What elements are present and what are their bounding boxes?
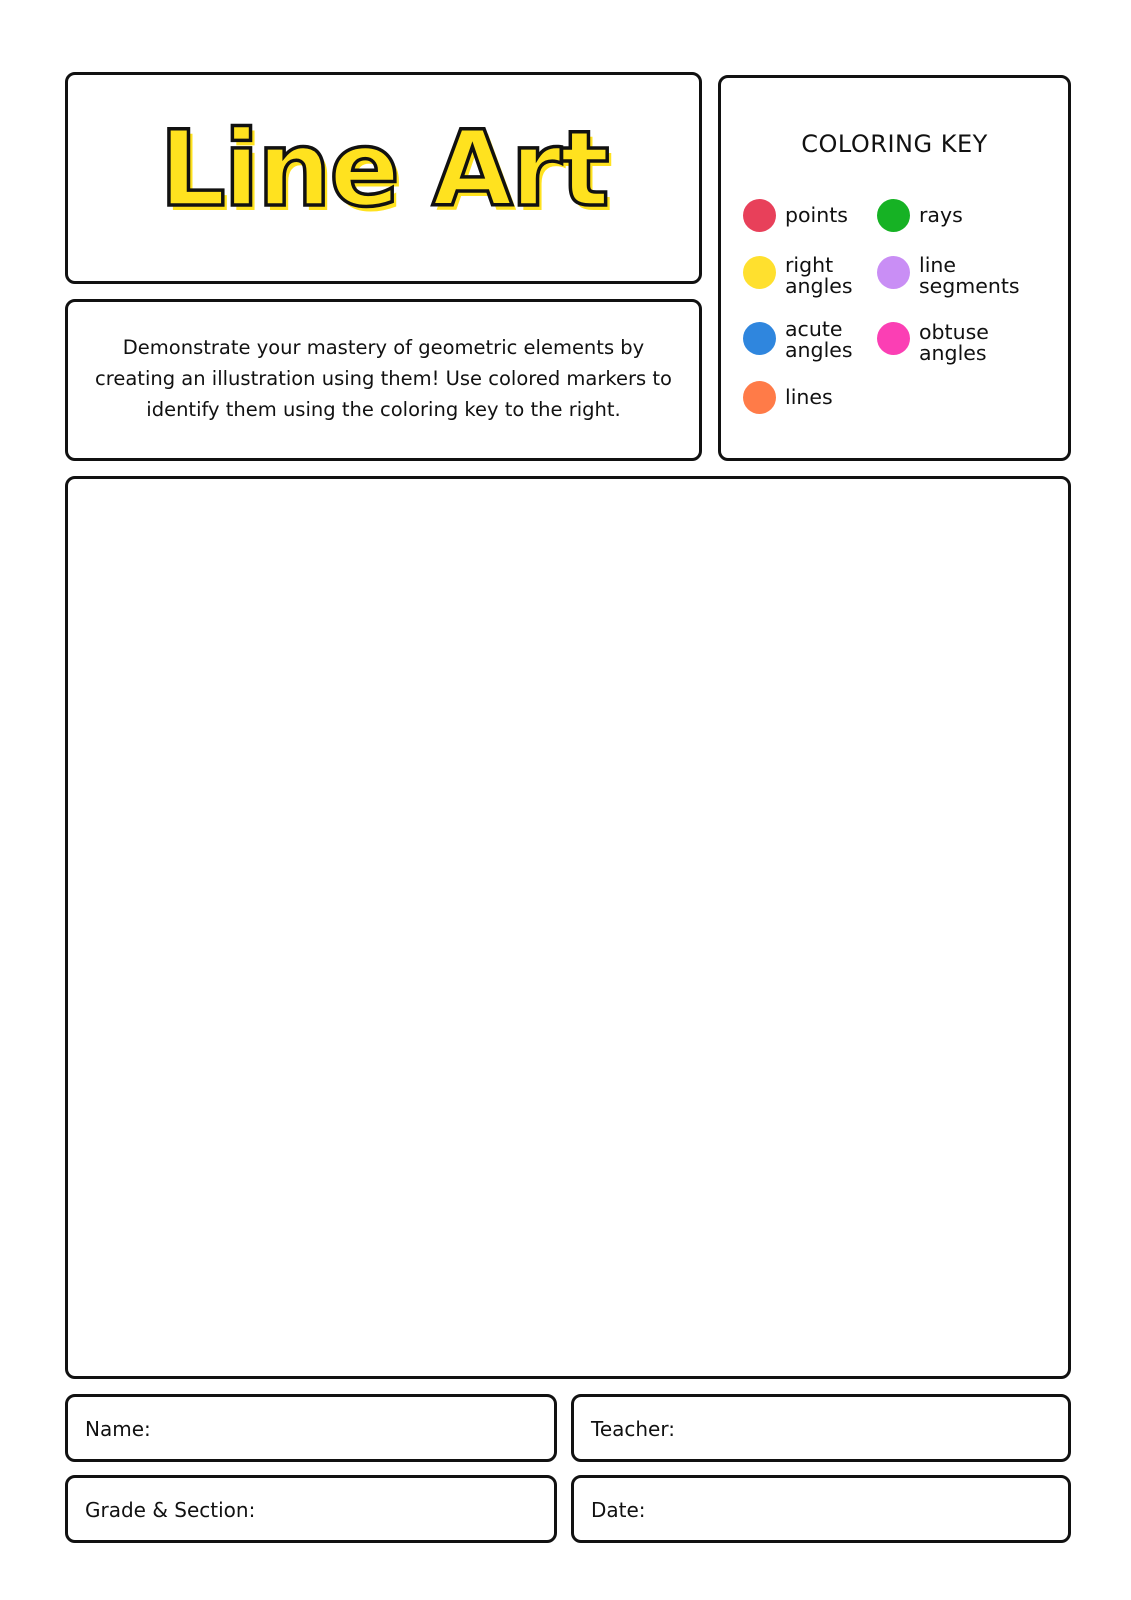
date-field[interactable]: [571, 1475, 1071, 1543]
name-label: Name:: [85, 1417, 151, 1441]
points-color-swatch: [743, 199, 776, 232]
key-item-label: points: [785, 203, 848, 227]
date-label: Date:: [591, 1498, 646, 1522]
drawing-area[interactable]: [65, 476, 1071, 1379]
key-item-label: right angles: [785, 253, 853, 298]
coloring-key-title: COLORING KEY: [801, 130, 988, 158]
instructions-text: Demonstrate your mastery of geometric elements by creating an illustration using them! Use colored markers to identify them using the coloring key to the right.: [95, 336, 672, 421]
key-item-label: line segments: [919, 253, 1020, 298]
title-panel: [65, 72, 702, 284]
instructions-panel: [65, 299, 702, 461]
grade-section-field[interactable]: [65, 1475, 557, 1543]
acute-angles-color-swatch: [743, 322, 776, 355]
coloring-key-panel: [718, 75, 1071, 461]
teacher-label: Teacher:: [591, 1417, 675, 1441]
lines-color-swatch: [743, 381, 776, 414]
right-angles-color-swatch: [743, 256, 776, 289]
worksheet-title: Line Art: [159, 108, 608, 230]
line-segments-color-swatch: [877, 256, 910, 289]
obtuse-angles-color-swatch: [877, 322, 910, 355]
grade-section-label: Grade & Section:: [85, 1498, 256, 1522]
name-field[interactable]: [65, 1394, 557, 1462]
key-item-label: rays: [919, 203, 963, 227]
rays-color-swatch: [877, 199, 910, 232]
key-item-label: lines: [785, 385, 833, 409]
key-item-label: obtuse angles: [919, 320, 989, 365]
key-item-label: acute angles: [785, 317, 853, 362]
teacher-field[interactable]: [571, 1394, 1071, 1462]
